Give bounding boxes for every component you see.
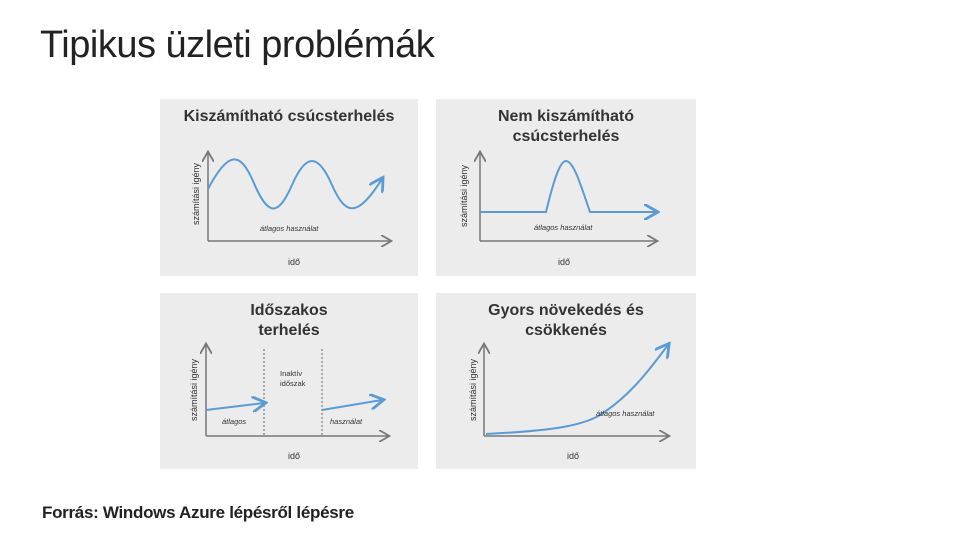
panel-rapid-growth bbox=[436, 293, 696, 469]
panel-periodic-load bbox=[160, 293, 418, 469]
panel-title-line: Időszakos bbox=[250, 302, 328, 319]
inactive-period-label bbox=[280, 369, 305, 389]
avg-usage-label: átlagos használat bbox=[260, 224, 319, 233]
demand-curve-after bbox=[322, 400, 382, 410]
usage-label: használat bbox=[330, 417, 363, 426]
demand-curve-before bbox=[206, 403, 264, 410]
x-axis-label: idő bbox=[558, 257, 571, 267]
demand-curve bbox=[486, 345, 668, 434]
slide-title: Tipikus üzleti problémák bbox=[40, 24, 435, 66]
avg-usage-label: átlagos használat bbox=[596, 409, 655, 418]
panel-title-line: Nem kiszámítható bbox=[497, 108, 635, 125]
panel-unpredictable-peaks bbox=[436, 99, 696, 276]
panel-title-line: csúcsterhelés bbox=[512, 128, 620, 145]
demand-curve bbox=[480, 161, 656, 212]
panel-title-line: Kiszámítható csúcsterhelés bbox=[183, 108, 395, 125]
avg-usage-label: átlagos használat bbox=[534, 223, 593, 232]
x-axis-label: idő bbox=[288, 257, 301, 267]
y-axis-label: számítási igény bbox=[191, 162, 201, 225]
inactive-line: időszak bbox=[280, 379, 306, 388]
panel-title-line: Gyors növekedés és bbox=[488, 302, 644, 319]
panel-predictable-peaks bbox=[160, 99, 418, 276]
source-caption: Forrás: Windows Azure lépésről lépésre bbox=[42, 503, 354, 522]
x-axis-label: idő bbox=[567, 451, 580, 461]
demand-curve bbox=[208, 159, 382, 208]
panel-title-line: terhelés bbox=[258, 322, 320, 339]
x-axis-label: idő bbox=[288, 451, 301, 461]
y-axis-label: számítási igény bbox=[468, 358, 478, 421]
y-axis-label: számítási igény bbox=[189, 358, 199, 421]
inactive-line: Inaktív bbox=[280, 369, 303, 378]
y-axis-label: számítási igény bbox=[459, 164, 469, 227]
panel-title-line: csökkenés bbox=[525, 322, 607, 339]
avg-label: átlagos bbox=[222, 417, 247, 426]
unpredictable-peaks-graph bbox=[436, 99, 696, 276]
